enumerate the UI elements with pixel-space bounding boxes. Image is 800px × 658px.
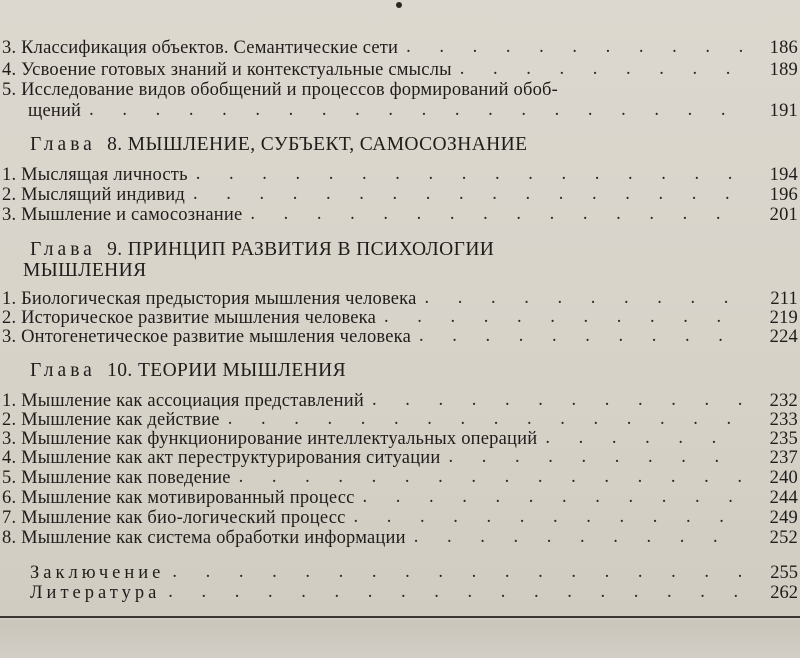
page-edge-shadow <box>0 620 800 658</box>
chapter-title: 9. ПРИНЦИП РАЗВИТИЯ В ПСИХОЛОГИИ <box>107 239 495 260</box>
chapter-heading <box>30 360 346 382</box>
chapter-title-continued: МЫШЛЕНИЯ <box>23 260 147 281</box>
toc-entry-title: 3. Мышление и самосознание <box>2 205 243 225</box>
toc-entry-title: 1. Мыслящая личность <box>2 165 188 185</box>
toc-entry-title: 2. Историческое развитие мышления человека <box>2 308 377 328</box>
toc-entry-title: 3. Классификация объектов. Семантические сети <box>2 38 399 58</box>
toc-entry-page: 255 <box>770 563 798 583</box>
print-mark <box>396 2 402 8</box>
toc-entry <box>2 410 798 430</box>
dot-leader <box>372 391 746 409</box>
toc-entry-page: 232 <box>769 391 798 411</box>
dot-leader <box>172 563 746 581</box>
dot-leader <box>239 468 746 486</box>
toc-entry <box>2 429 798 449</box>
toc-entry-page: 233 <box>769 410 798 430</box>
toc-entry-continuation <box>28 101 798 121</box>
chapter-heading <box>30 134 527 156</box>
toc-entry <box>2 448 798 468</box>
toc-entry <box>2 488 798 508</box>
toc-entry <box>2 80 752 100</box>
toc-entry-page: 237 <box>769 448 798 468</box>
chapter-heading <box>30 239 494 261</box>
chapter-title: 8. МЫШЛЕНИЕ, СУБЪЕКТ, САМОСОЗНАНИЕ <box>107 134 528 155</box>
dot-leader <box>449 448 746 466</box>
toc-entry-title: 4. Мышление как акт переструктурирования ситуации <box>2 448 441 468</box>
dot-leader <box>354 508 746 526</box>
toc-entry-page: 186 <box>769 38 798 58</box>
toc-entry-page: 244 <box>769 488 798 508</box>
toc-entry-page: 262 <box>770 583 798 603</box>
chapter-label: Глава <box>30 239 96 260</box>
dot-leader <box>419 327 746 345</box>
toc-entry <box>2 528 798 548</box>
toc-entry <box>2 165 798 185</box>
toc-entry-page: 194 <box>769 165 798 185</box>
toc-entry-title: 6. Мышление как мотивированный процесс <box>2 488 355 508</box>
toc-entry-title-continued: щений <box>28 101 82 121</box>
toc-entry-conclusion <box>30 563 798 583</box>
toc-entry-title: 1. Мышление как ассоциация представлений <box>2 391 364 411</box>
toc-entry <box>2 185 798 205</box>
dot-leader <box>545 429 746 447</box>
toc-entry <box>2 205 798 225</box>
toc-entry-page: 189 <box>769 60 798 80</box>
dot-leader <box>196 165 746 183</box>
dot-leader <box>228 410 746 428</box>
dot-leader <box>414 528 746 546</box>
toc-entry-title: 3. Мышление как функционирование интеллектуальных операций <box>2 429 538 449</box>
toc-entry-page: 191 <box>769 101 798 121</box>
toc-entry-title: 3. Онтогенетическое развитие мышления человека <box>2 327 411 347</box>
chapter-label: Глава <box>30 360 96 381</box>
toc-entry-title: Литература <box>30 583 161 603</box>
toc-entry-page: 252 <box>769 528 798 548</box>
dot-leader <box>363 488 746 506</box>
toc-entry-page: 240 <box>769 468 798 488</box>
toc-entry <box>2 38 798 58</box>
toc-entry-page: 249 <box>769 508 798 528</box>
toc-entry-page: 201 <box>769 205 798 225</box>
toc-entry <box>2 289 798 309</box>
toc-entry-title: 8. Мышление как система обработки информации <box>2 528 406 548</box>
toc-entry-page: 219 <box>769 308 798 328</box>
toc-entry-page: 235 <box>769 429 798 449</box>
toc-entry-title: 2. Мыслящий индивид <box>2 185 185 205</box>
toc-entry <box>2 508 798 528</box>
toc-entry-literature <box>30 583 798 603</box>
chapter-heading-continuation <box>23 260 147 282</box>
dot-leader <box>406 38 746 56</box>
toc-entry-page: 196 <box>769 185 798 205</box>
toc-entry-title: Заключение <box>30 563 165 583</box>
bottom-rule <box>0 616 800 618</box>
chapter-label: Глава <box>30 134 96 155</box>
toc-entry <box>2 60 798 80</box>
toc-entry <box>2 468 798 488</box>
dot-leader <box>89 101 746 119</box>
toc-entry-title: 4. Усвоение готовых знаний и контекстуальные смыслы <box>2 60 452 80</box>
dot-leader <box>168 583 746 601</box>
dot-leader <box>193 185 746 203</box>
dot-leader <box>384 308 746 326</box>
toc-entry <box>2 391 798 411</box>
toc-entry-title: 5. Исследование видов обобщений и процессов формирований обоб- <box>2 80 559 100</box>
toc-entry-page: 224 <box>769 327 798 347</box>
toc-entry-title: 2. Мышление как действие <box>2 410 220 430</box>
dot-leader <box>425 289 746 307</box>
toc-entry-title: 1. Биологическая предыстория мышления человека <box>2 289 417 309</box>
toc-entry <box>2 308 798 328</box>
toc-entry-title: 7. Мышление как био-логический процесс <box>2 508 346 528</box>
dot-leader <box>250 205 746 223</box>
toc-entry-title: 5. Мышление как поведение <box>2 468 231 488</box>
toc-entry <box>2 327 798 347</box>
dot-leader <box>460 60 746 78</box>
toc-entry-page: 211 <box>770 289 798 309</box>
chapter-title: 10. ТЕОРИИ МЫШЛЕНИЯ <box>107 360 347 381</box>
